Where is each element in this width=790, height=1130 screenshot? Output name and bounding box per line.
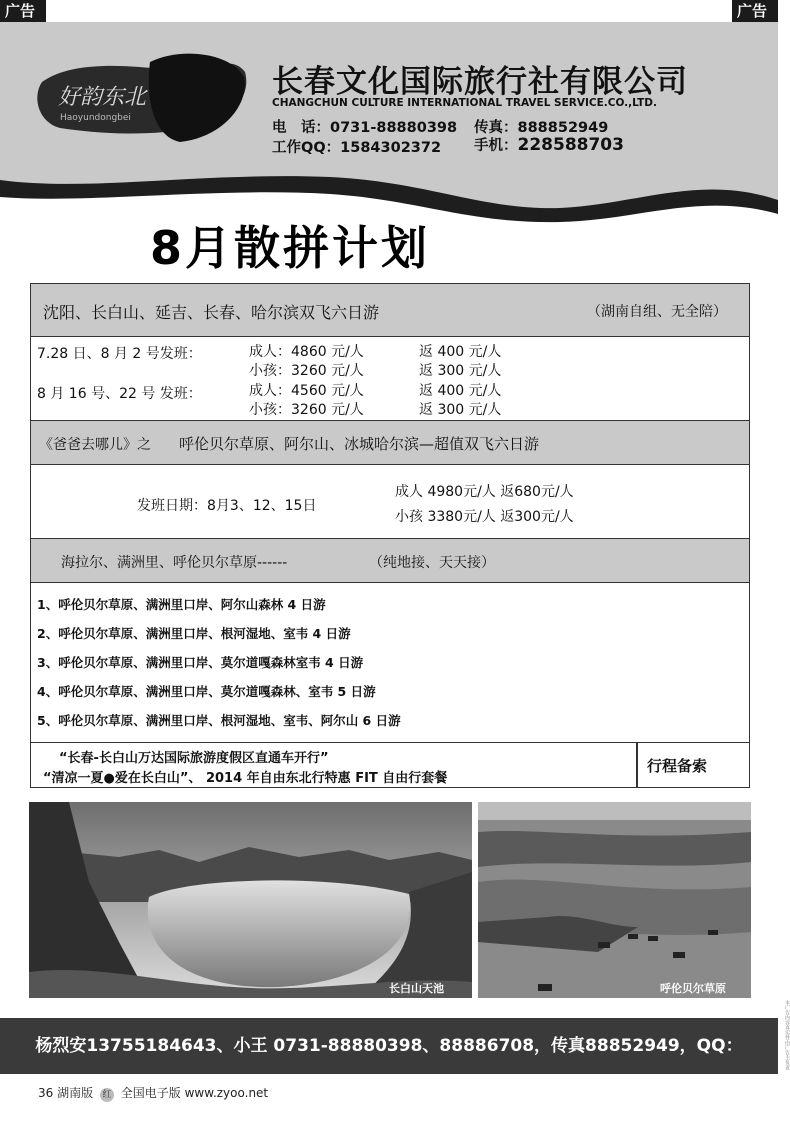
page-info [38, 1084, 268, 1102]
plan-title: 8月散拼计划 [150, 221, 431, 275]
tianchi-caption: 长白山天池 [389, 982, 444, 995]
page-number: 36 [38, 1086, 54, 1100]
logo-script-text: 好韵东北 [58, 85, 147, 110]
company-logo [30, 42, 250, 152]
route3-list [31, 583, 749, 743]
list-item: 4、呼伦贝尔草原、满洲里口岸、莫尔道嘎森林、室韦 5 日游 [37, 684, 376, 699]
route1-prices [31, 337, 749, 421]
promo-line-1: “长春-长白山万达国际旅游度假区直通车开行” [59, 751, 329, 766]
header-banner [0, 22, 778, 230]
route1-adult-a: 成人：4860 元/人 [249, 344, 364, 360]
route1-child-b-rebate: 返 300 元/人 [419, 402, 502, 418]
route1-note: （湖南自组、无全陪） [587, 304, 727, 320]
route2-header [31, 421, 749, 465]
grassland-photo [478, 802, 751, 998]
route1-header [31, 284, 749, 337]
route2-adult: 成人 4980元/人 返680元/人 [395, 484, 574, 500]
route2-title-prefix: 《爸爸去哪儿》之 [39, 437, 151, 453]
company-name-cn: 长春文化国际旅行社有限公司 [272, 64, 688, 100]
footer-contact-bar: 杨烈安13755184643、小王 0731-88880398、88886708，传真88852949，QQ：228588703 [0, 1018, 778, 1074]
list-item: 1、呼伦贝尔草原、满洲里口岸、阿尔山森林 4 日游 [37, 597, 326, 612]
mobile-line: 手机：228588703 [474, 135, 624, 155]
list-item: 5、呼伦贝尔草原、满洲里口岸、根河湿地、室韦、阿尔山 6 日游 [37, 713, 401, 728]
route3-title: 海拉尔、满洲里、呼伦贝尔草原------ [61, 555, 288, 571]
qq-line: 工作QQ：1584302372 [272, 140, 442, 156]
fax-line: 传真：888852949 [474, 120, 609, 136]
promo-line-2: “清凉一夏●爱在长白山”、 2014 年自由东北行特惠 FIT 自由行套餐 [43, 771, 448, 786]
list-item: 3、呼伦贝尔草原、满洲里口岸、莫尔道嘎森林室韦 4 日游 [37, 655, 364, 670]
logo-sub-text: Haoyundongbei [60, 113, 131, 123]
route1-title: 沈阳、长白山、延吉、长春、哈尔滨双飞六日游 [43, 303, 380, 322]
route1-child-a-rebate: 返 300 元/人 [419, 363, 502, 379]
phone-line: 电 话：0731-88880398 [272, 120, 458, 136]
route1-dates-a: 7.28 日、8 月 2 号发班： [37, 346, 202, 362]
tianchi-lake-photo [29, 802, 472, 998]
edition-label: 湖南版 [57, 1086, 94, 1100]
company-name-en: CHANGCHUN CULTURE INTERNATIONAL TRAVEL SERVICE.CO.,LTD. [272, 97, 657, 109]
route2-prices [31, 465, 749, 539]
ad-label-right: 广告 [732, 0, 778, 22]
promo-divider [636, 743, 638, 787]
promo-side-label: 行程备索 [647, 757, 708, 775]
list-item: 2、呼伦贝尔草原、满洲里口岸、根河湿地、室韦 4 日游 [37, 626, 351, 641]
route3-note: （纯地接、天天接） [369, 555, 495, 571]
route1-adult-b: 成人：4560 元/人 [249, 383, 364, 399]
promo-row [31, 743, 749, 787]
route1-dates-b: 8 月 16 号、22 号 发班： [37, 386, 202, 402]
route2-title: 呼伦贝尔草原、阿尔山、冰城哈尔滨—超值双飞六日游 [179, 435, 540, 453]
grassland-caption: 呼伦贝尔草原 [660, 982, 726, 995]
route2-child: 小孩 3380元/人 返300元/人 [395, 509, 574, 525]
photo-strip [29, 802, 751, 998]
route1-adult-b-rebate: 返 400 元/人 [419, 383, 502, 399]
footer-side-note: 本广告内容真实性由广告主负责 [784, 1000, 790, 1070]
route3-header [31, 539, 749, 583]
itinerary-table [30, 283, 750, 788]
ad-label-left: 广告 [0, 0, 46, 22]
route1-child-b: 小孩：3260 元/人 [249, 402, 364, 418]
edition-badge-icon: 红 [100, 1088, 114, 1102]
route2-departure: 发班日期：8月3、12、15日 [137, 498, 317, 514]
route1-child-a: 小孩：3260 元/人 [249, 363, 364, 379]
site-link[interactable]: 全国电子版 www.zyoo.net [120, 1086, 269, 1100]
route1-adult-a-rebate: 返 400 元/人 [419, 344, 502, 360]
